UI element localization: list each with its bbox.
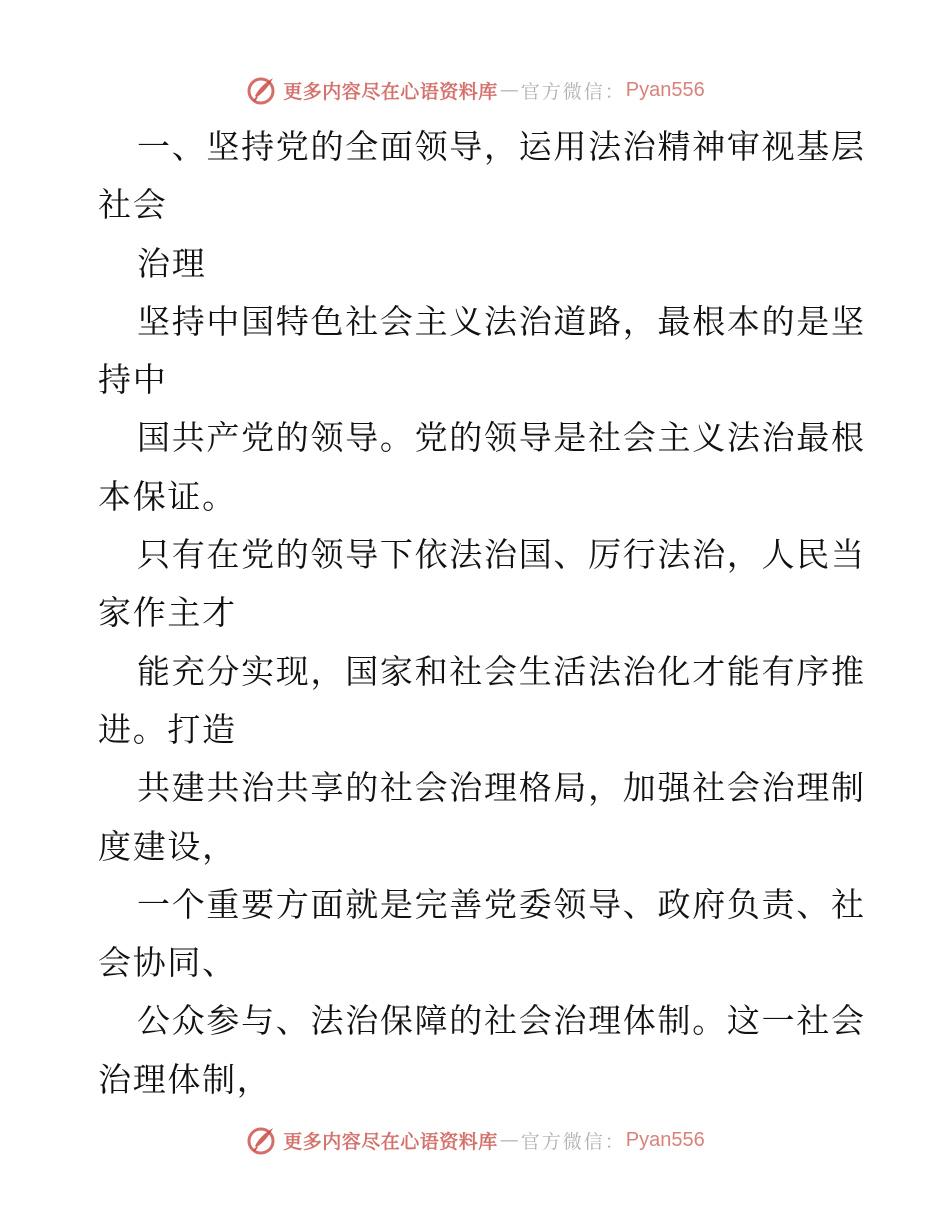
text-line: 会协同、 bbox=[98, 943, 237, 983]
text-line: 进。打造 bbox=[98, 709, 237, 749]
text-line: 国共产党的领导。党的领导是社会主义法治最根 bbox=[137, 418, 866, 458]
watermark-wechat-label: 官方微信： bbox=[520, 1130, 626, 1153]
text-line: 坚持中国特色社会主义法治道路，最根本的是坚 bbox=[137, 301, 866, 341]
quill-seal-icon bbox=[245, 1124, 277, 1156]
text-line: 持中 bbox=[98, 360, 168, 400]
watermark-wechat-id: Pyan556 bbox=[625, 1128, 705, 1151]
text-line: 治理体制， bbox=[98, 1059, 272, 1099]
text-line: 社会 bbox=[98, 185, 168, 225]
text-line: 度建设， bbox=[98, 826, 237, 866]
document-body bbox=[98, 118, 866, 1109]
watermark-dash: — bbox=[499, 79, 519, 101]
text-line: 公众参与、法治保障的社会治理体制。这一社会 bbox=[137, 1001, 866, 1041]
text-line: 只有在党的领导下依法治国、厉行法治，人民当 bbox=[137, 535, 866, 575]
text-line: 一个重要方面就是完善党委领导、政府负责、社 bbox=[137, 884, 866, 924]
text-line: 治理 bbox=[137, 243, 207, 283]
watermark-brand: 更多内容尽在心语资料库 bbox=[283, 80, 498, 103]
text-line: 家作主才 bbox=[98, 593, 237, 633]
quill-seal-icon bbox=[245, 74, 277, 106]
text-line: 共建共治共享的社会治理格局，加强社会治理制 bbox=[137, 768, 866, 808]
text-line: 本保证。 bbox=[98, 476, 237, 516]
text-line: 一、坚持党的全面领导，运用法治精神审视基层 bbox=[137, 127, 866, 166]
watermark-wechat-label: 官方微信： bbox=[520, 80, 626, 103]
watermark-brand: 更多内容尽在心语资料库 bbox=[283, 1130, 498, 1153]
footer-watermark bbox=[0, 1122, 950, 1158]
watermark-dash: — bbox=[499, 1129, 519, 1151]
watermark-wechat-id: Pyan556 bbox=[625, 78, 705, 101]
text-line: 能充分实现，国家和社会生活法治化才能有序推 bbox=[137, 651, 866, 691]
header-watermark bbox=[0, 72, 950, 108]
